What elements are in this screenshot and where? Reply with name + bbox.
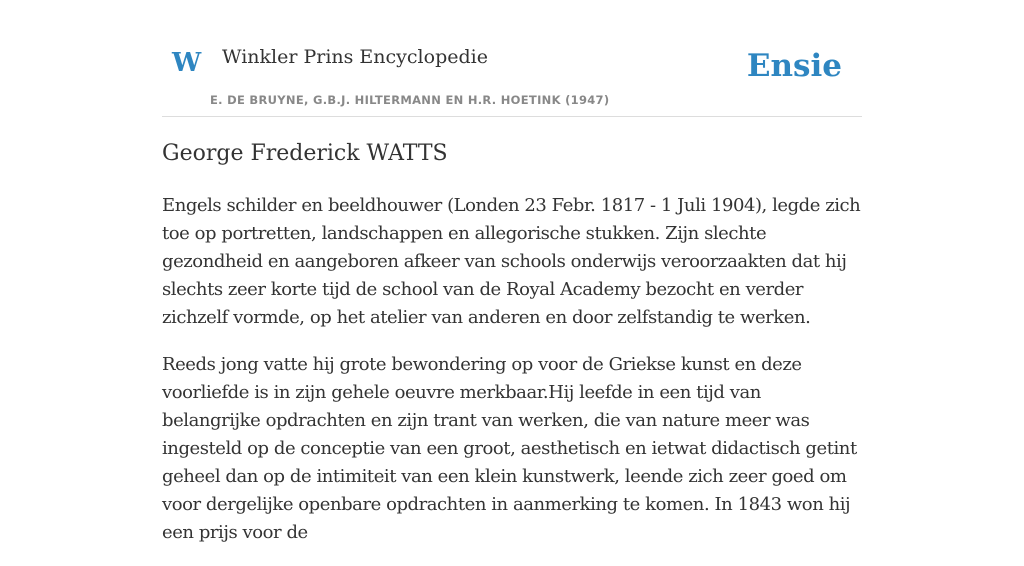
article-paragraph: Engels schilder en beeldhouwer (Londen 23 Febr. 1817 - 1 Juli 1904), legde zich toe op portretten, landschappen en allegorische stukken. Zijn slechte gezondheid en aangeboren afkeer van schools onderwijs veroorzaakten dat hij slechts zeer korte tijd de school van de Royal Academy bezocht en verder zichzelf vormde, op het atelier van anderen en door zelfstandig te werken. <box>162 195 861 328</box>
article-title: George Frederick WATTS <box>162 141 448 166</box>
article-body <box>162 192 862 566</box>
winkler-prins-logo[interactable]: W <box>172 48 202 78</box>
article-paragraph: Reeds jong vatte hij grote bewondering op voor de Griekse kunst en deze voorliefde is in zijn gehele oeuvre merkbaar.Hij leefde in een tijd van belangrijke opdrachten en zijn trant van werken, die van nature meer was ingesteld op de conceptie van een groot, aesthetisch en ietwat didactisch getint geheel dan op de intimiteit van een klein kunstwerk, leende zich zeer goed om voor dergelijke openbare opdrachten in aanmerking te komen. In 1843 won hij een prijs voor de <box>162 354 857 543</box>
ensie-logo[interactable]: Ensie <box>746 48 842 84</box>
site-title[interactable]: Winkler Prins Encyclopedie <box>222 46 488 68</box>
edition-authors: E. DE BRUYNE, G.B.J. HILTERMANN EN H.R. HOETINK (1947) <box>210 93 610 107</box>
site-header <box>162 0 862 117</box>
